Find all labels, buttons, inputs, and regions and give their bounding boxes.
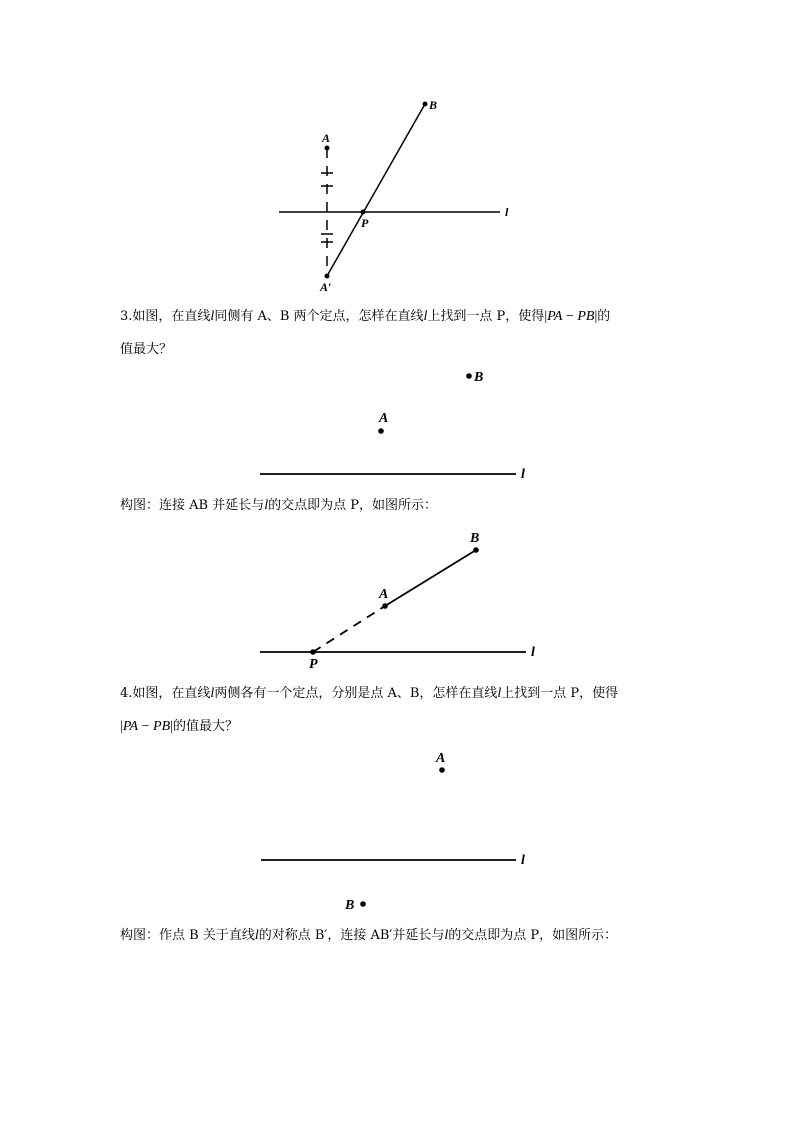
point-a <box>325 146 330 151</box>
label-b: B <box>474 370 484 385</box>
label-l: l <box>531 645 535 660</box>
label-l: l <box>521 853 525 868</box>
label-p: P <box>309 657 318 672</box>
problem-4-text: 4.如图，在直线l两侧各有一个定点，分别是点 A、B，怎样在直线l上找到一点 P，使得 |PA − PB|的值最大？ <box>120 686 619 734</box>
label-b: B <box>429 98 438 112</box>
point-a <box>382 603 388 609</box>
point-b <box>473 547 479 553</box>
label-aprime: A′ <box>320 280 332 294</box>
figure-extend-ab <box>0 525 794 675</box>
point-a <box>378 428 384 434</box>
point-b <box>423 102 428 107</box>
construction-3-text: 构图：连接 AB 并延长与l的交点即为点 P，如图所示： <box>120 498 437 513</box>
figure-opposite-sides <box>0 745 794 915</box>
point-b <box>360 901 366 907</box>
point-p <box>361 210 366 215</box>
label-l: l <box>521 467 525 482</box>
segment-aprime-b <box>327 104 425 276</box>
construction-4-text: 构图：作点 B 关于直线l的对称点 B′，连接 AB′并延长与l的交点即为点 P，如图所示： <box>120 928 618 943</box>
label-a: A <box>379 587 389 602</box>
point-a <box>439 767 445 773</box>
label-p: P <box>361 216 369 230</box>
problem-3-text: 3.如图，在直线l同侧有 A、B 两个定点，怎样在直线l上找到一点 P，使得|PA − PB|的 值最大？ <box>120 309 611 357</box>
segment-a-b <box>385 550 476 606</box>
label-b: B <box>470 531 480 546</box>
point-p <box>310 649 316 655</box>
point-b <box>466 373 472 379</box>
label-a: A <box>436 751 446 766</box>
dashed-p-a <box>313 606 385 652</box>
label-a: A <box>379 411 389 426</box>
figure-reflection <box>0 0 794 300</box>
figure-same-side <box>0 360 794 485</box>
label-a: A <box>322 131 331 145</box>
label-l: l <box>505 205 509 219</box>
label-b: B <box>345 898 355 913</box>
point-aprime <box>325 274 330 279</box>
